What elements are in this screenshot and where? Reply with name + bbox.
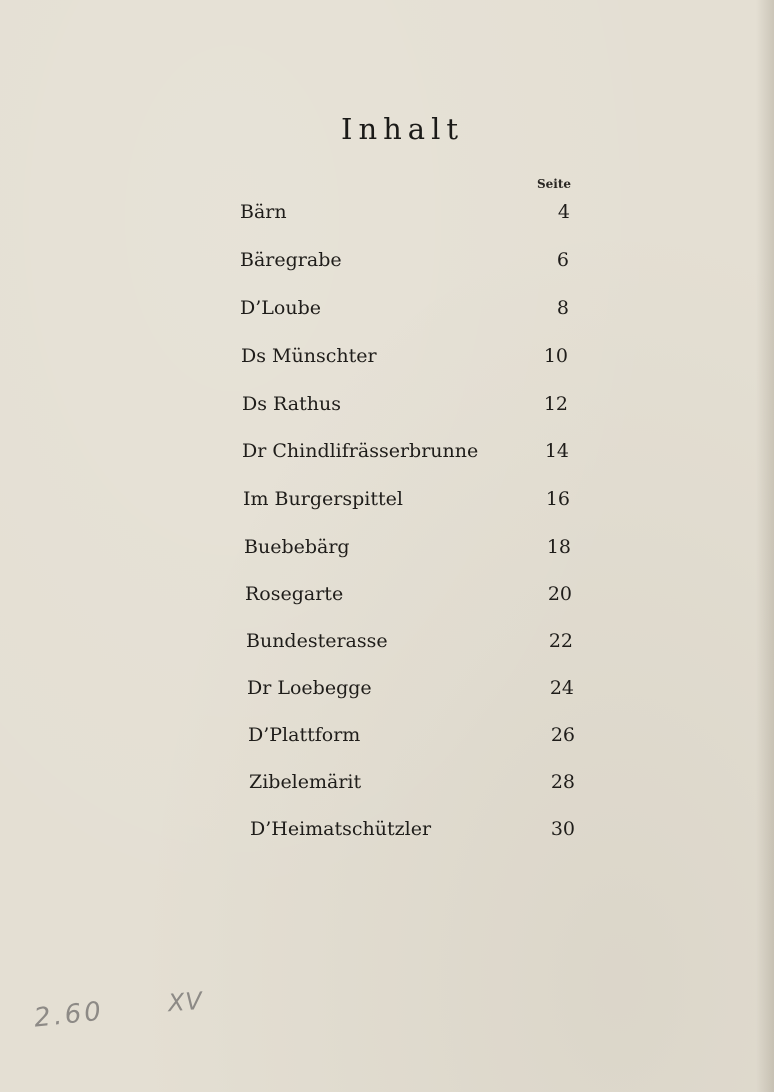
toc-entry-title: Ds Münschter [241, 345, 377, 367]
toc-entry-page: 28 [550, 771, 575, 793]
toc-row [249, 767, 579, 797]
toc-entry-page: 6 [556, 249, 569, 271]
toc-row [243, 484, 573, 514]
toc-entry-title: Bärn [240, 201, 287, 223]
toc-entry-page: 4 [557, 201, 570, 223]
toc-entry-title: Zibelemärit [249, 771, 362, 793]
toc-row [245, 579, 575, 609]
toc-entry-title: D’Loube [240, 297, 321, 319]
toc-entry-title: Dr Loebegge [247, 677, 372, 699]
toc-row [242, 436, 572, 466]
toc-entry-page: 10 [543, 345, 568, 367]
toc-entry-page: 18 [546, 536, 571, 558]
toc-entry-page: 24 [549, 677, 574, 699]
toc-row [248, 720, 578, 750]
toc-entry-page: 14 [544, 440, 569, 462]
toc-entry-title: D’Plattform [248, 724, 361, 746]
toc-entry-page: 20 [547, 583, 572, 605]
toc-row [240, 245, 570, 275]
toc-row [250, 814, 580, 844]
toc-entry-title: Rosegarte [245, 583, 344, 605]
toc-row [240, 197, 570, 227]
page-title: Inhalt [341, 112, 465, 146]
toc-entry-page: 30 [550, 818, 575, 840]
toc-entry-page: 22 [548, 630, 573, 652]
toc-entry-page: 16 [545, 488, 570, 510]
toc-row [246, 626, 576, 656]
toc-row [244, 532, 574, 562]
toc-entry-page: 26 [550, 724, 575, 746]
toc-row [242, 389, 572, 419]
toc-row [241, 341, 571, 371]
toc-entry-page: 8 [556, 297, 569, 319]
toc-entry-title: D’Heimatschützler [250, 818, 432, 840]
toc-entry-title: Bäregrabe [240, 249, 342, 271]
pencil-price-note: 2.60 [32, 996, 106, 1034]
toc-entry-title: Ds Rathus [242, 393, 341, 415]
toc-entry-title: Im Burgerspittel [243, 488, 403, 510]
toc-row [247, 673, 577, 703]
toc-entry-title: Dr Chindlifrässerbrunne [242, 440, 479, 462]
page-column-header: Seite [537, 177, 572, 191]
toc-row [240, 293, 570, 323]
toc-entry-page: 12 [543, 393, 568, 415]
toc-entry-title: Bundesterasse [246, 630, 388, 652]
pencil-roman-note: XV [167, 986, 204, 1018]
toc-entry-title: Buebebärg [244, 536, 350, 558]
